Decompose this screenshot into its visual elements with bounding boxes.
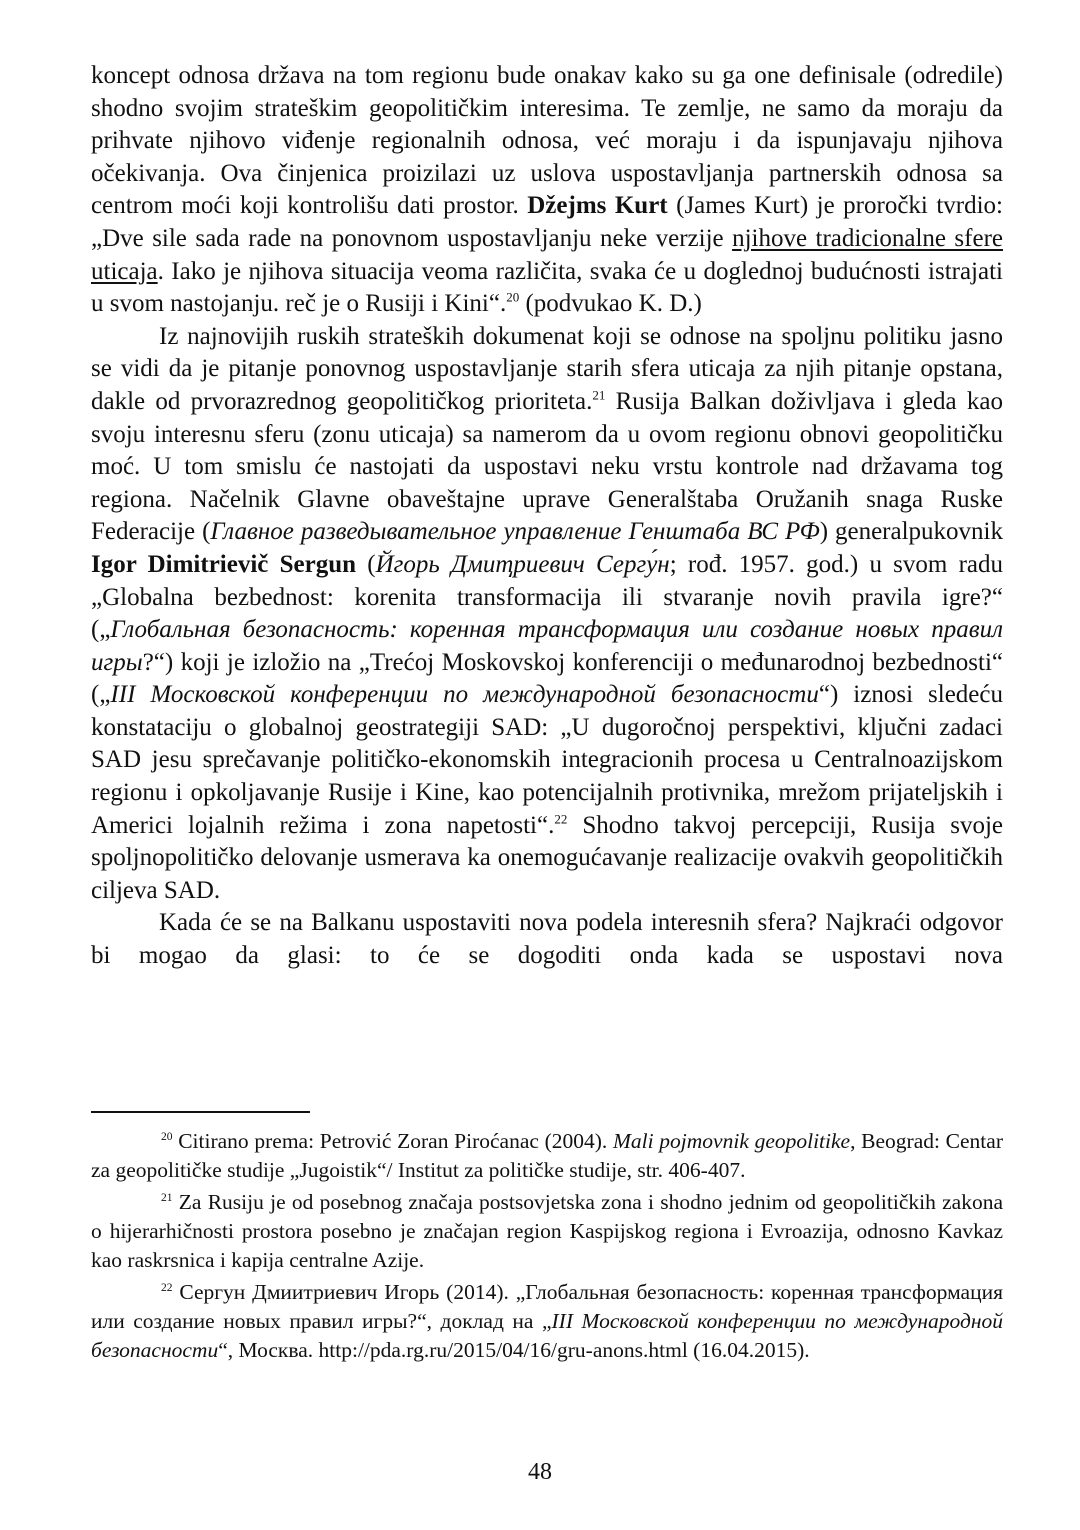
footnote-text: “, Москва. http://pda.rg.ru/2015/04/16/gru-anons.html (16.04.2015). xyxy=(218,1338,810,1362)
italic-russian-title: Главное разведывательное управление Генштаба ВС РФ xyxy=(210,518,820,546)
footnote-number: 21 xyxy=(161,1191,173,1204)
footnote-italic-title: Mali pojmovnik geopolitike xyxy=(613,1129,851,1153)
main-text xyxy=(91,60,1003,973)
page-number: 48 xyxy=(528,1459,552,1485)
footnote-ref-21[interactable]: 21 xyxy=(592,387,606,403)
text-run: “) iznosi sledeću konstataciju o globalnoj geostrategiji SAD: „U dugoročnoj perspektivi, ključni zadaci SAD jesu sprečavanje političko-ekonomskih integracionih procesa u Centralnoazijskom regionu i opkoljavanje Rusije i Kine, kao potencijalnih protivnika, mrežom prijateljskih i Americi lojalnih režima i zona napetosti“. xyxy=(91,681,1004,839)
paragraph-2 xyxy=(91,321,1003,908)
footnote-separator xyxy=(91,1111,310,1113)
text-run: Shodno takvoj percepciji, Rusija svoje spoljnopolitičko delovanje usmerava ka onemogućavanje realizacije ovakvih geopolitičkih ciljeva SAD. xyxy=(91,811,1003,904)
underlined-phrase: njihove tradicionalne sfere uticaja xyxy=(91,224,1003,285)
footnote-ref-20[interactable]: 20 xyxy=(506,289,520,305)
person-name-bold: Igor Dimitrievič Sergun xyxy=(91,550,357,578)
footnote-number: 20 xyxy=(161,1130,173,1143)
footnote-number: 22 xyxy=(161,1281,173,1294)
footnote-italic-title: III Московской конференции по международной безопасности xyxy=(91,1309,1003,1362)
footnote-text: Citirano prema: Petrović Zoran Piroćanac (2004). xyxy=(172,1129,613,1153)
text-run: (podvukao K. D.) xyxy=(519,290,702,318)
text-run: ; rođ. 1957. god.) u svom radu „Globalna bezbednost: korenita transformacija ili stvaranje novih pravila igre?“ („ xyxy=(91,550,1004,644)
footnote-text: Сергун Дмиитриевич Игорь (2014). „Глобальная безопасность: коренная трансформация или создание новых правил игры?“, доклад на „ xyxy=(91,1280,1003,1333)
text-run: (James Kurt) je proročki tvrdio: „Dve sile sada rade na ponovnom uspostavljanju neke verzije xyxy=(91,192,1004,252)
text-run: . Iako je njihova situacija veoma različita, svaka će u doglednoj budućnosti istrajati u svom nastojanju. reč je o Rusiji i Kini“. xyxy=(91,257,1003,318)
footnotes xyxy=(91,1127,1003,1368)
text-run: ( xyxy=(356,550,376,578)
italic-russian-title: Глобальная безопасность: коренная трансформация или создание новых правил игры xyxy=(91,616,1003,676)
author-name-bold: Džejms Kurt xyxy=(527,192,668,220)
footnote-22 xyxy=(91,1278,1003,1365)
text-run: ) generalpukovnik xyxy=(819,518,1003,546)
footnote-20 xyxy=(91,1127,1003,1185)
paragraph-3: Kada će se na Balkanu uspostaviti nova podela interesnih sfera? Najkraći odgovor bi mogao da glasi: to će se dogoditi onda kada se uspostavi nova xyxy=(91,909,1003,970)
text-run: Rusija Balkan doživljava i gleda kao svoju interesnu sferu (zonu uticaja) sa namerom da u ovom regionu obnovi geopolitičku moć. U tom smislu će nastojati da uspostavi neku vrstu kontrole nad državama tog regiona. Načelnik Glavne obaveštajne uprave Generalštaba Oružanih snaga Ruske Federacije ( xyxy=(91,387,1003,546)
text-run: ?“) koji je izložio na „Trećoj Moskovskoj konferenciji o međunarodnoj bezbednosti“ („ xyxy=(91,648,1003,709)
paragraph-1 xyxy=(91,60,1003,321)
italic-russian-conference: III Московской конференции по международной безопасности xyxy=(110,681,819,709)
footnote-text: , Beograd: Centar za geopolitičke studije „Jugoistik“/ Institut za političke studije, str. 406-407. xyxy=(91,1129,1003,1182)
footnote-21 xyxy=(91,1188,1003,1275)
text-run: Iz najnovijih ruskih strateških dokumenat koji se odnose na spoljnu politiku jasno se vidi da je pitanje ponovnog uspostavljanje starih sfera uticaja za njih pitanje opstana, dakle od prvorazrednog geopolitičkog prioriteta. xyxy=(91,322,1003,415)
italic-russian-name: Йгорь Дмиҭриевич Сергу́н xyxy=(375,550,670,578)
footnote-text: Za Rusiju je od posebnog značaja postsovjetska zona i shodno jednim od geopolitičkih zakona o hijerarhičnosti prostora posebno je značajan region Kaspijskog regiona i Evroazija, odnosno Kavkaz kao raskrsnica i kapija centralne Azije. xyxy=(91,1190,1003,1272)
footnote-ref-22[interactable]: 22 xyxy=(554,811,568,827)
text-run: koncept odnosa država na tom regionu bude onakav kako su ga one definisale (odredile) shodno svojim strateškim geopolitičkim interesima. Te zemlje, ne samo da moraju da prihvate njihovo viđenje regionalnih odnosa, već moraju i da ispunjavaju njihova očekivanja. Ova činjenica proizilazi uz uslova uspostavljanja partnerskih odnosa sa centrom moći koji kontrolišu dati prostor. xyxy=(91,62,1003,220)
